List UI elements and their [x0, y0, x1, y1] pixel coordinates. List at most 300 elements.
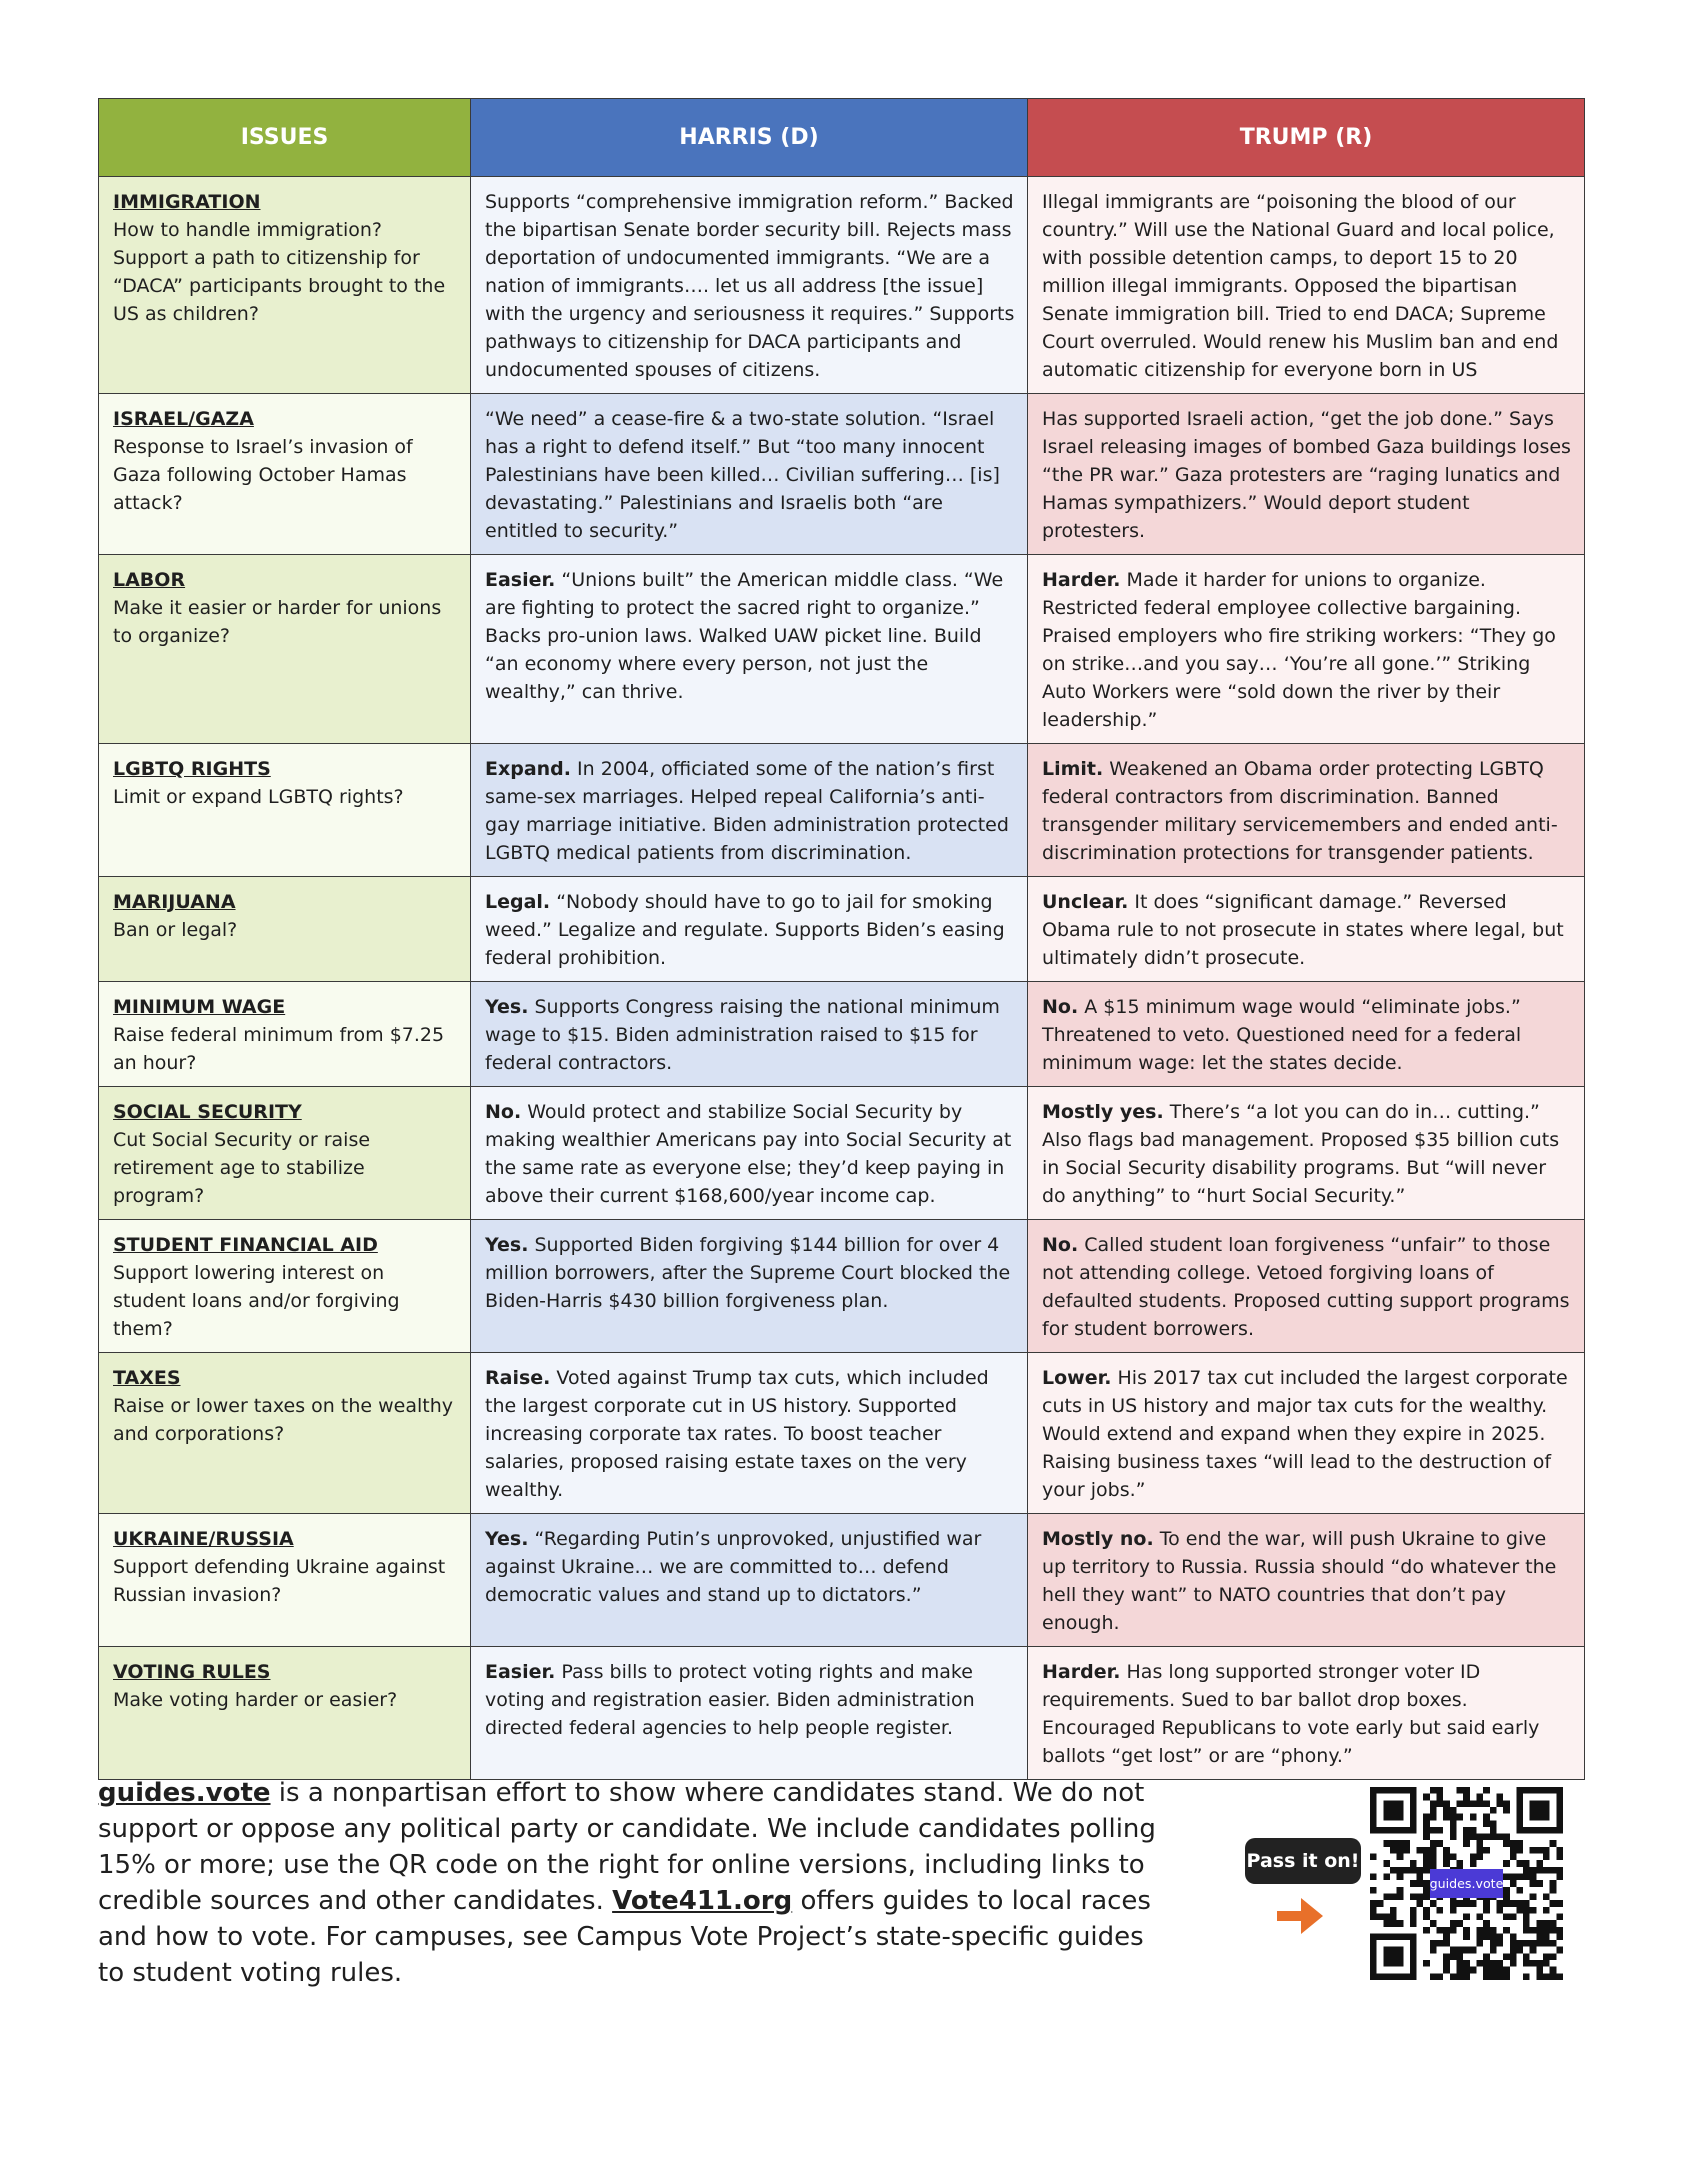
qr-module	[1383, 1840, 1390, 1847]
qr-module	[1543, 1920, 1550, 1927]
qr-module	[1503, 1973, 1510, 1980]
qr-module	[1390, 1953, 1397, 1960]
issue-title: ISRAEL/GAZA	[113, 408, 254, 430]
qr-module	[1476, 1927, 1483, 1934]
qr-module	[1543, 1814, 1550, 1821]
table-row	[99, 1647, 1585, 1780]
qr-module	[1543, 1973, 1550, 1980]
harris-position-lead: Yes.	[485, 1234, 529, 1256]
qr-module	[1463, 1840, 1470, 1847]
table-row	[99, 744, 1585, 877]
qr-module	[1457, 1960, 1464, 1967]
qr-module	[1370, 1900, 1377, 1907]
issue-question: Limit or expand LGBTQ rights?	[113, 786, 404, 808]
qr-module	[1397, 1840, 1404, 1847]
qr-module	[1417, 1893, 1424, 1900]
qr-module	[1397, 1807, 1404, 1814]
qr-module	[1483, 1953, 1490, 1960]
qr-module	[1536, 1933, 1543, 1940]
qr-module	[1370, 1953, 1377, 1960]
qr-module	[1470, 1854, 1477, 1861]
qr-module	[1410, 1960, 1417, 1967]
trump-column-header: TRUMP (R)	[1028, 99, 1585, 177]
qr-module	[1463, 1913, 1470, 1920]
qr-module	[1550, 1887, 1557, 1894]
qr-module	[1476, 1854, 1483, 1861]
qr-module	[1443, 1860, 1450, 1867]
trump-position-cell	[1028, 1087, 1585, 1220]
qr-module	[1410, 1787, 1417, 1794]
harris-position-text: Pass bills to protect voting rights and make voting and registration easier. Biden administration directed federal agencies to help people register.	[485, 1661, 975, 1739]
qr-module	[1536, 1967, 1543, 1974]
issue-question: How to handle immigration? Support a path to citizenship for “DACA” participants brought to the US as children?	[113, 219, 446, 325]
qr-module	[1503, 1953, 1510, 1960]
qr-module	[1556, 1854, 1563, 1861]
trump-position-text: Made it harder for unions to organize. Restricted federal employee collective bargaining. Praised employers who fire striking workers: “They go on strike…and you say… ‘You’re all gone.’” Striking Auto Workers were “sold down the river by their leadership.”	[1042, 569, 1556, 731]
qr-module	[1430, 1800, 1437, 1807]
qr-module	[1390, 1847, 1397, 1854]
qr-module	[1410, 1953, 1417, 1960]
harris-position-cell	[471, 555, 1028, 744]
qr-module	[1383, 1893, 1390, 1900]
qr-module	[1390, 1920, 1397, 1927]
qr-module	[1403, 1867, 1410, 1874]
qr-module	[1397, 1933, 1404, 1940]
qr-module	[1463, 1927, 1470, 1934]
qr-module	[1470, 1947, 1477, 1954]
qr-module	[1457, 1947, 1464, 1954]
qr-module	[1556, 1827, 1563, 1834]
qr-module	[1503, 1893, 1510, 1900]
issues-comparison-table	[98, 98, 1585, 1780]
qr-module	[1483, 1820, 1490, 1827]
qr-module	[1443, 1854, 1450, 1861]
qr-module	[1530, 1907, 1537, 1914]
qr-module	[1430, 1940, 1437, 1947]
table-row	[99, 394, 1585, 555]
qr-module	[1430, 1827, 1437, 1834]
issue-title: TAXES	[113, 1367, 181, 1389]
qr-module	[1377, 1827, 1384, 1834]
table-row	[99, 1514, 1585, 1647]
qr-module	[1530, 1940, 1537, 1947]
trump-position-lead: No.	[1042, 1234, 1079, 1256]
trump-position-text: Called student loan forgiveness “unfair” to those not attending college. Vetoed forgiving loans of defaulted students. Proposed cutting support programs for student borrowers.	[1042, 1234, 1570, 1340]
qr-module	[1516, 1874, 1523, 1881]
qr-module	[1476, 1794, 1483, 1801]
qr-module	[1476, 1840, 1483, 1847]
issue-cell	[99, 1087, 471, 1220]
qr-module	[1543, 1927, 1550, 1934]
qr-module	[1510, 1953, 1517, 1960]
qr-module	[1370, 1807, 1377, 1814]
qr-module	[1390, 1893, 1397, 1900]
qr-module	[1496, 1933, 1503, 1940]
qr-module	[1550, 1900, 1557, 1907]
qr-module	[1457, 1814, 1464, 1821]
qr-module	[1530, 1814, 1537, 1821]
qr-module	[1536, 1787, 1543, 1794]
harris-position-lead: Raise.	[485, 1367, 551, 1389]
qr-module	[1523, 1787, 1530, 1794]
qr-module	[1476, 1834, 1483, 1841]
issue-question: Response to Israel’s invasion of Gaza following October Hamas attack?	[113, 436, 413, 514]
qr-module	[1550, 1880, 1557, 1887]
qr-module	[1423, 1960, 1430, 1967]
qr-module	[1470, 1860, 1477, 1867]
qr-module	[1483, 1907, 1490, 1914]
qr-module	[1516, 1794, 1523, 1801]
qr-module	[1543, 1787, 1550, 1794]
qr-module	[1516, 1814, 1523, 1821]
harris-position-lead: Easier.	[485, 569, 556, 591]
qr-module	[1543, 1940, 1550, 1947]
trump-position-lead: Unclear.	[1042, 891, 1129, 913]
qr-module	[1523, 1960, 1530, 1967]
qr-module	[1397, 1854, 1404, 1861]
qr-module	[1370, 1913, 1377, 1920]
qr-module	[1437, 1827, 1444, 1834]
issue-cell	[99, 1647, 471, 1780]
qr-module	[1383, 1973, 1390, 1980]
qr-module	[1443, 1847, 1450, 1854]
qr-module	[1496, 1940, 1503, 1947]
trump-position-text: Illegal immigrants are “poisoning the blood of our country.” Will use the National Guard and local police, with possible detention camps, to deport 15 to 20 million illegal immigrants. Opposed the bipartisan Senate immigration bill. Tried to end DACA; Supreme Court overruled. Would renew his Muslim ban and end automatic citizenship for everyone born in US	[1042, 191, 1559, 381]
qr-module	[1437, 1840, 1444, 1847]
qr-module	[1430, 1814, 1437, 1821]
qr-module	[1443, 1927, 1450, 1934]
qr-module	[1543, 1907, 1550, 1914]
qr-module	[1556, 1867, 1563, 1874]
trump-position-cell	[1028, 744, 1585, 877]
harris-position-text: Voted against Trump tax cuts, which included the largest corporate cut in US history. Supported increasing corporate tax rates. To boost teacher salaries, proposed raising estate taxes on the very wealthy.	[485, 1367, 989, 1501]
qr-module	[1463, 1900, 1470, 1907]
qr-module	[1483, 1834, 1490, 1841]
qr-module	[1390, 1800, 1397, 1807]
qr-module	[1417, 1847, 1424, 1854]
trump-position-text: Has long supported stronger voter ID requirements. Sued to bar ballot drop boxes. Encouraged Republicans to vote early but said early ballots “get lost” or are “phony.”	[1042, 1661, 1540, 1767]
qr-module	[1463, 1947, 1470, 1954]
qr-module	[1450, 1807, 1457, 1814]
qr-module	[1370, 1887, 1377, 1894]
qr-module	[1457, 1900, 1464, 1907]
qr-module	[1503, 1887, 1510, 1894]
qr-module	[1390, 1933, 1397, 1940]
harris-position-cell	[471, 744, 1028, 877]
table-row	[99, 1220, 1585, 1353]
qr-module	[1503, 1874, 1510, 1881]
harris-position-text: Supported Biden forgiving $144 billion for over 4 million borrowers, after the Supreme Court blocked the Biden-Harris $430 billion forgiveness plan.	[485, 1234, 1011, 1312]
qr-module	[1423, 1854, 1430, 1861]
qr-module	[1523, 1927, 1530, 1934]
qr-module	[1457, 1973, 1464, 1980]
pass-it-on-badge: Pass it on!	[1245, 1838, 1361, 1884]
qr-module	[1503, 1834, 1510, 1841]
harris-position-text: “Regarding Putin’s unprovoked, unjustified war against Ukraine… we are committed to… defend democratic values and stand up to dictators.”	[485, 1528, 982, 1606]
qr-module	[1377, 1933, 1384, 1940]
qr-module	[1543, 1847, 1550, 1854]
issue-title: IMMIGRATION	[113, 191, 261, 213]
qr-module	[1397, 1953, 1404, 1960]
qr-module	[1556, 1947, 1563, 1954]
issue-question: Support lowering interest on student loans and/or forgiving them?	[113, 1262, 400, 1340]
qr-module	[1410, 1880, 1417, 1887]
qr-module	[1410, 1940, 1417, 1947]
qr-module	[1496, 1973, 1503, 1980]
qr-module	[1463, 1787, 1470, 1794]
qr-module	[1450, 1953, 1457, 1960]
qr-module	[1383, 1807, 1390, 1814]
qr-module	[1403, 1847, 1410, 1854]
trump-position-cell	[1028, 982, 1585, 1087]
qr-module	[1516, 1847, 1523, 1854]
issue-question: Support defending Ukraine against Russian invasion?	[113, 1556, 446, 1606]
qr-module	[1490, 1940, 1497, 1947]
qr-module	[1450, 1927, 1457, 1934]
qr-module	[1370, 1800, 1377, 1807]
qr-module	[1430, 1860, 1437, 1867]
qr-module	[1510, 1854, 1517, 1861]
harris-position-text: Supports Congress raising the national minimum wage to $15. Biden administration raised to $15 for federal contractors.	[485, 996, 1000, 1074]
harris-position-text: “We need” a cease-fire & a two-state solution. “Israel has a right to defend itself.” But “too many innocent Palestinians have been killed… Civilian suffering… [is] devastating.” Palestinians and Israelis both “are entitled to security.”	[485, 408, 1000, 542]
qr-module	[1410, 1907, 1417, 1914]
issue-question: Raise or lower taxes on the wealthy and corporations?	[113, 1395, 453, 1445]
qr-module	[1490, 1820, 1497, 1827]
harris-position-text: Supports “comprehensive immigration reform.” Backed the bipartisan Senate border security bill. Rejects mass deportation of undocumented immigrants. “We are a nation of immigrants…. let us all address [the issue] with the urgency and seriousness it requires.” Supports pathways to citizenship for DACA participants and undocumented spouses of citizens.	[485, 191, 1015, 381]
qr-module	[1463, 1800, 1470, 1807]
qr-module	[1457, 1953, 1464, 1960]
qr-module	[1556, 1933, 1563, 1940]
qr-module	[1370, 1967, 1377, 1974]
harris-position-cell	[471, 1087, 1028, 1220]
qr-module	[1530, 1847, 1537, 1854]
qr-module	[1370, 1827, 1377, 1834]
qr-module	[1496, 1834, 1503, 1841]
qr-module	[1496, 1900, 1503, 1907]
qr-module	[1496, 1907, 1503, 1914]
qr-module	[1510, 1874, 1517, 1881]
qr-module	[1370, 1874, 1377, 1881]
qr-module	[1556, 1807, 1563, 1814]
qr-module	[1390, 1787, 1397, 1794]
qr-module	[1490, 1967, 1497, 1974]
issue-cell	[99, 394, 471, 555]
qr-module	[1550, 1827, 1557, 1834]
qr-module	[1523, 1973, 1530, 1980]
qr-module	[1443, 1800, 1450, 1807]
harris-column-header: HARRIS (D)	[471, 99, 1028, 177]
trump-position-text: To end the war, will push Ukraine to give up territory to Russia. Russia should “do whatever the hell they want” to NATO countries that don’t pay enough.	[1042, 1528, 1557, 1634]
qr-module	[1543, 1933, 1550, 1940]
trump-position-lead: Lower.	[1042, 1367, 1112, 1389]
qr-module	[1543, 1800, 1550, 1807]
qr-module	[1543, 1953, 1550, 1960]
qr-module	[1476, 1800, 1483, 1807]
qr-module	[1556, 1800, 1563, 1807]
qr-module	[1450, 1814, 1457, 1821]
guides-vote-link[interactable]: guides.vote	[98, 1778, 271, 1808]
qr-module	[1383, 1953, 1390, 1960]
qr-module	[1437, 1907, 1444, 1914]
vote411-link[interactable]: Vote411.org	[612, 1886, 793, 1916]
qr-module	[1483, 1847, 1490, 1854]
qr-module	[1423, 1834, 1430, 1841]
qr-module	[1457, 1800, 1464, 1807]
qr-module	[1370, 1820, 1377, 1827]
qr-module	[1450, 1820, 1457, 1827]
trump-position-cell	[1028, 555, 1585, 744]
qr-module	[1470, 1827, 1477, 1834]
qr-module	[1543, 1827, 1550, 1834]
qr-module	[1410, 1973, 1417, 1980]
qr-module	[1503, 1840, 1510, 1847]
issue-title: UKRAINE/RUSSIA	[113, 1528, 294, 1550]
qr-module	[1523, 1913, 1530, 1920]
qr-module	[1410, 1893, 1417, 1900]
trump-position-lead: No.	[1042, 996, 1079, 1018]
qr-module	[1370, 1787, 1377, 1794]
qr-module	[1523, 1953, 1530, 1960]
qr-module	[1550, 1787, 1557, 1794]
qr-module	[1490, 1834, 1497, 1841]
qr-module	[1530, 1827, 1537, 1834]
qr-module	[1530, 1880, 1537, 1887]
qr-module	[1503, 1913, 1510, 1920]
qr-module	[1443, 1967, 1450, 1974]
qr-module	[1450, 1854, 1457, 1861]
qr-module	[1423, 1827, 1430, 1834]
trump-position-cell	[1028, 877, 1585, 982]
trump-position-text: Has supported Israeli action, “get the job done.” Says Israel releasing images of bombed Gaza buildings loses “the PR war.” Gaza protesters are “raging lunatics and Hamas sympathizers.” Would deport student protesters.	[1042, 408, 1571, 542]
qr-module	[1516, 1900, 1523, 1907]
qr-module	[1430, 1787, 1437, 1794]
issue-cell	[99, 877, 471, 982]
qr-module	[1377, 1900, 1384, 1907]
qr-module	[1496, 1800, 1503, 1807]
qr-module	[1536, 1940, 1543, 1947]
issue-question: Cut Social Security or raise retirement age to stabilize program?	[113, 1129, 371, 1207]
qr-module	[1377, 1973, 1384, 1980]
footer-disclaimer	[98, 1775, 1178, 1991]
qr-module	[1523, 1920, 1530, 1927]
qr-module	[1397, 1787, 1404, 1794]
qr-module	[1543, 1854, 1550, 1861]
qr-module	[1510, 1940, 1517, 1947]
qr-module	[1470, 1834, 1477, 1841]
trump-position-text: Weakened an Obama order protecting LGBTQ federal contractors from discrimination. Banned transgender military servicemembers and ended anti-discrimination protections for transgender patients.	[1042, 758, 1558, 864]
qr-module	[1550, 1953, 1557, 1960]
qr-module	[1550, 1927, 1557, 1934]
table-body	[99, 177, 1585, 1780]
issue-question: Make it easier or harder for unions to organize?	[113, 597, 442, 647]
qr-module	[1397, 1973, 1404, 1980]
qr-module	[1423, 1820, 1430, 1827]
trump-position-text: A $15 minimum wage would “eliminate jobs.” Threatened to veto. Questioned need for a federal minimum wage: let the states decide.	[1042, 996, 1522, 1074]
trump-position-cell	[1028, 177, 1585, 394]
issues-column-header: ISSUES	[99, 99, 471, 177]
qr-module	[1397, 1960, 1404, 1967]
qr-module	[1390, 1947, 1397, 1954]
qr-module	[1490, 1960, 1497, 1967]
qr-module	[1443, 1953, 1450, 1960]
harris-position-text: “Unions built” the American middle class. “We are fighting to protect the sacred right to organize.” Backs pro-union laws. Walked UAW picket line. Build “an economy where every person, not just the wealthy,” can thrive.	[485, 569, 1004, 703]
qr-module	[1410, 1814, 1417, 1821]
qr-module	[1410, 1820, 1417, 1827]
qr-module	[1550, 1840, 1557, 1847]
qr-module	[1530, 1927, 1537, 1934]
qr-module	[1470, 1900, 1477, 1907]
qr-module	[1490, 1933, 1497, 1940]
qr-center-label: guides.vote	[1429, 1876, 1504, 1892]
harris-position-text: “Nobody should have to go to jail for smoking weed.” Legalize and regulate. Supports Biden’s easing federal prohibition.	[485, 891, 1005, 969]
table-row	[99, 1353, 1585, 1514]
trump-position-lead: Mostly no.	[1042, 1528, 1154, 1550]
harris-position-lead: Expand.	[485, 758, 572, 780]
qr-module	[1403, 1933, 1410, 1940]
qr-module	[1430, 1973, 1437, 1980]
qr-module	[1530, 1867, 1537, 1874]
issue-cell	[99, 1514, 471, 1647]
harris-position-cell	[471, 1220, 1028, 1353]
qr-module	[1556, 1847, 1563, 1854]
qr-module	[1397, 1847, 1404, 1854]
qr-module	[1530, 1807, 1537, 1814]
qr-module	[1516, 1840, 1523, 1847]
issue-question: Make voting harder or easier?	[113, 1689, 398, 1711]
qr-module	[1556, 1973, 1563, 1980]
qr-module	[1457, 1787, 1464, 1794]
qr-module	[1383, 1787, 1390, 1794]
qr-module	[1417, 1874, 1424, 1881]
qr-module	[1483, 1920, 1490, 1927]
qr-module	[1536, 1960, 1543, 1967]
qr-module	[1443, 1814, 1450, 1821]
trump-position-cell	[1028, 1647, 1585, 1780]
qr-module	[1397, 1887, 1404, 1894]
qr-module	[1536, 1927, 1543, 1934]
qr-module	[1410, 1867, 1417, 1874]
qr-module	[1397, 1827, 1404, 1834]
qr-module	[1390, 1814, 1397, 1821]
table-header-row	[99, 99, 1585, 177]
qr-module	[1510, 1913, 1517, 1920]
qr-module	[1410, 1860, 1417, 1867]
qr-module	[1523, 1827, 1530, 1834]
qr-module	[1390, 1867, 1397, 1874]
qr-module	[1516, 1787, 1523, 1794]
qr-module	[1430, 1900, 1437, 1907]
issue-cell	[99, 1220, 471, 1353]
qr-module	[1397, 1893, 1404, 1900]
qr-module	[1556, 1874, 1563, 1881]
qr-module	[1390, 1827, 1397, 1834]
qr-module	[1370, 1794, 1377, 1801]
harris-position-cell	[471, 1514, 1028, 1647]
issue-cell	[99, 744, 471, 877]
qr-module	[1437, 1940, 1444, 1947]
qr-module	[1410, 1807, 1417, 1814]
qr-code-icon[interactable]	[1370, 1787, 1563, 1980]
qr-module	[1390, 1840, 1397, 1847]
issue-cell	[99, 982, 471, 1087]
qr-module	[1503, 1927, 1510, 1934]
qr-module	[1483, 1927, 1490, 1934]
issue-title: STUDENT FINANCIAL AID	[113, 1234, 378, 1256]
qr-module	[1397, 1874, 1404, 1881]
issue-title: VOTING RULES	[113, 1661, 271, 1683]
issue-question: Ban or legal?	[113, 919, 238, 941]
qr-module	[1496, 1967, 1503, 1974]
